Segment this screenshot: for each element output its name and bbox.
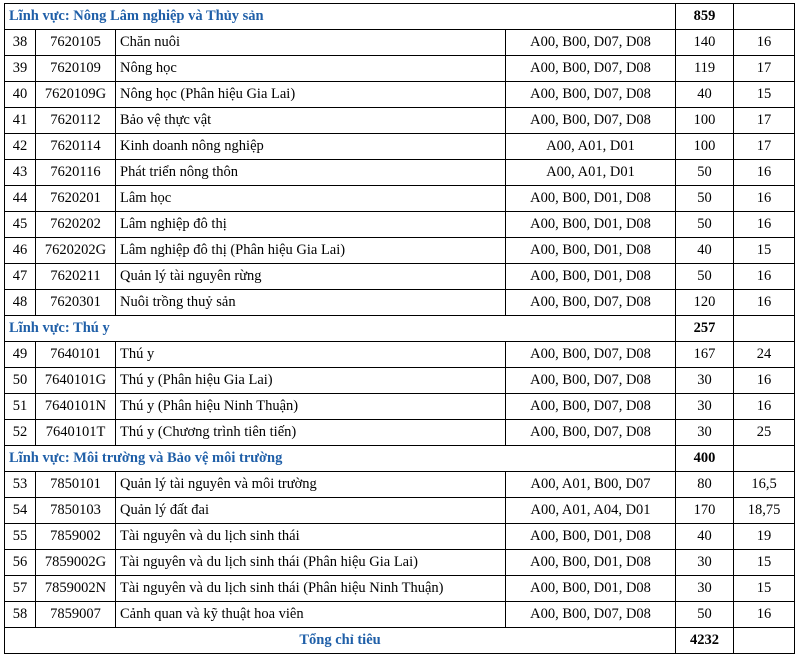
major-code: 7620202: [36, 212, 116, 238]
subject-combinations: A00, B00, D07, D08: [506, 394, 676, 420]
section-empty-cell: [734, 446, 795, 472]
subject-combinations: A00, B00, D07, D08: [506, 420, 676, 446]
table-row: [5, 368, 795, 394]
subject-combinations: A00, B00, D07, D08: [506, 82, 676, 108]
section-empty-cell: [734, 316, 795, 342]
subject-combinations: A00, B00, D07, D08: [506, 290, 676, 316]
table-row: [5, 342, 795, 368]
table-row: [5, 264, 795, 290]
row-number: 45: [5, 212, 36, 238]
benchmark-score: 18,75: [734, 498, 795, 524]
benchmark-score: 16: [734, 160, 795, 186]
row-number: 40: [5, 82, 36, 108]
section-total: 257: [676, 316, 734, 342]
benchmark-score: 16,5: [734, 472, 795, 498]
major-name: Cảnh quan và kỹ thuật hoa viên: [116, 602, 506, 628]
row-number: 56: [5, 550, 36, 576]
table-row: [5, 576, 795, 602]
major-name: Nông học: [116, 56, 506, 82]
quota: 119: [676, 56, 734, 82]
subject-combinations: A00, B00, D07, D08: [506, 602, 676, 628]
table-row: [5, 524, 795, 550]
subject-combinations: A00, B00, D01, D08: [506, 576, 676, 602]
row-number: 42: [5, 134, 36, 160]
section-title: Lĩnh vực: Nông Lâm nghiệp và Thủy sản: [5, 4, 676, 30]
grand-total-label: Tổng chỉ tiêu: [5, 628, 676, 654]
quota: 120: [676, 290, 734, 316]
subject-combinations: A00, B00, D07, D08: [506, 342, 676, 368]
benchmark-score: 16: [734, 394, 795, 420]
major-name: Lâm nghiệp đô thị (Phân hiệu Gia Lai): [116, 238, 506, 264]
quota: 100: [676, 108, 734, 134]
row-number: 54: [5, 498, 36, 524]
subject-combinations: A00, B00, D01, D08: [506, 212, 676, 238]
benchmark-score: 16: [734, 368, 795, 394]
section-total: 859: [676, 4, 734, 30]
quota: 30: [676, 394, 734, 420]
major-code: 7620211: [36, 264, 116, 290]
table-row: [5, 134, 795, 160]
major-code: 7640101G: [36, 368, 116, 394]
major-name: Phát triển nông thôn: [116, 160, 506, 186]
table-row: [5, 550, 795, 576]
subject-combinations: A00, B00, D07, D08: [506, 108, 676, 134]
grand-total-value: 4232: [676, 628, 734, 654]
major-name: Quản lý đất đai: [116, 498, 506, 524]
subject-combinations: A00, B00, D01, D08: [506, 550, 676, 576]
grand-total-row: [5, 628, 795, 654]
benchmark-score: 25: [734, 420, 795, 446]
quota: 80: [676, 472, 734, 498]
row-number: 51: [5, 394, 36, 420]
major-code: 7640101T: [36, 420, 116, 446]
major-code: 7859002: [36, 524, 116, 550]
section-title: Lĩnh vực: Môi trường và Bảo vệ môi trường: [5, 446, 676, 472]
table-row: [5, 420, 795, 446]
major-code: 7620105: [36, 30, 116, 56]
table-row: [5, 472, 795, 498]
subject-combinations: A00, B00, D07, D08: [506, 56, 676, 82]
major-name: Bảo vệ thực vật: [116, 108, 506, 134]
table-body: [5, 4, 795, 654]
quota: 170: [676, 498, 734, 524]
grand-total-empty-cell: [734, 628, 795, 654]
table-row: [5, 160, 795, 186]
benchmark-score: 15: [734, 82, 795, 108]
subject-combinations: A00, A01, D01: [506, 134, 676, 160]
benchmark-score: 17: [734, 108, 795, 134]
benchmark-score: 16: [734, 186, 795, 212]
row-number: 57: [5, 576, 36, 602]
major-code: 7620112: [36, 108, 116, 134]
major-code: 7620202G: [36, 238, 116, 264]
quota: 30: [676, 550, 734, 576]
quota: 100: [676, 134, 734, 160]
benchmark-score: 15: [734, 576, 795, 602]
major-name: Chăn nuôi: [116, 30, 506, 56]
row-number: 39: [5, 56, 36, 82]
major-code: 7620201: [36, 186, 116, 212]
subject-combinations: A00, A01, B00, D07: [506, 472, 676, 498]
major-code: 7859002N: [36, 576, 116, 602]
subject-combinations: A00, B00, D07, D08: [506, 30, 676, 56]
major-code: 7620109: [36, 56, 116, 82]
row-number: 38: [5, 30, 36, 56]
row-number: 58: [5, 602, 36, 628]
quota: 30: [676, 420, 734, 446]
table-row: [5, 498, 795, 524]
section-total: 400: [676, 446, 734, 472]
major-code: 7620109G: [36, 82, 116, 108]
quota: 50: [676, 160, 734, 186]
row-number: 48: [5, 290, 36, 316]
subject-combinations: A00, A01, D01: [506, 160, 676, 186]
table-row: [5, 56, 795, 82]
row-number: 43: [5, 160, 36, 186]
major-name: Nuôi trồng thuỷ sản: [116, 290, 506, 316]
major-name: Quản lý tài nguyên và môi trường: [116, 472, 506, 498]
quota: 40: [676, 238, 734, 264]
table-row: [5, 238, 795, 264]
major-code: 7859007: [36, 602, 116, 628]
row-number: 47: [5, 264, 36, 290]
major-code: 7640101N: [36, 394, 116, 420]
row-number: 46: [5, 238, 36, 264]
benchmark-score: 16: [734, 212, 795, 238]
table-row: [5, 212, 795, 238]
major-name: Tài nguyên và du lịch sinh thái (Phân hiệu Ninh Thuận): [116, 576, 506, 602]
benchmark-score: 19: [734, 524, 795, 550]
major-name: Thú y: [116, 342, 506, 368]
subject-combinations: A00, B00, D01, D08: [506, 524, 676, 550]
section-header-row: [5, 446, 795, 472]
row-number: 49: [5, 342, 36, 368]
section-empty-cell: [734, 4, 795, 30]
quota: 30: [676, 368, 734, 394]
row-number: 44: [5, 186, 36, 212]
subject-combinations: A00, A01, A04, D01: [506, 498, 676, 524]
row-number: 41: [5, 108, 36, 134]
major-code: 7620114: [36, 134, 116, 160]
quota: 50: [676, 186, 734, 212]
row-number: 55: [5, 524, 36, 550]
major-name: Quản lý tài nguyên rừng: [116, 264, 506, 290]
major-code: 7640101: [36, 342, 116, 368]
major-name: Nông học (Phân hiệu Gia Lai): [116, 82, 506, 108]
major-code: 7859002G: [36, 550, 116, 576]
subject-combinations: A00, B00, D07, D08: [506, 368, 676, 394]
quota: 140: [676, 30, 734, 56]
section-header-row: [5, 4, 795, 30]
admissions-table: [4, 3, 795, 654]
table-row: [5, 602, 795, 628]
section-header-row: [5, 316, 795, 342]
table-row: [5, 108, 795, 134]
table-row: [5, 394, 795, 420]
major-name: Tài nguyên và du lịch sinh thái (Phân hiệu Gia Lai): [116, 550, 506, 576]
benchmark-score: 16: [734, 30, 795, 56]
quota: 50: [676, 264, 734, 290]
major-name: Lâm học: [116, 186, 506, 212]
major-code: 7620301: [36, 290, 116, 316]
benchmark-score: 16: [734, 264, 795, 290]
major-name: Kinh doanh nông nghiệp: [116, 134, 506, 160]
subject-combinations: A00, B00, D01, D08: [506, 186, 676, 212]
benchmark-score: 24: [734, 342, 795, 368]
section-title: Lĩnh vực: Thú y: [5, 316, 676, 342]
table-row: [5, 82, 795, 108]
major-code: 7850103: [36, 498, 116, 524]
benchmark-score: 15: [734, 238, 795, 264]
row-number: 53: [5, 472, 36, 498]
major-name: Thú y (Chương trình tiên tiến): [116, 420, 506, 446]
quota: 30: [676, 576, 734, 602]
row-number: 52: [5, 420, 36, 446]
table-row: [5, 290, 795, 316]
quota: 50: [676, 212, 734, 238]
row-number: 50: [5, 368, 36, 394]
benchmark-score: 17: [734, 134, 795, 160]
table-row: [5, 186, 795, 212]
quota: 50: [676, 602, 734, 628]
major-name: Tài nguyên và du lịch sinh thái: [116, 524, 506, 550]
table-row: [5, 30, 795, 56]
major-name: Lâm nghiệp đô thị: [116, 212, 506, 238]
subject-combinations: A00, B00, D01, D08: [506, 238, 676, 264]
major-name: Thú y (Phân hiệu Gia Lai): [116, 368, 506, 394]
benchmark-score: 15: [734, 550, 795, 576]
major-name: Thú y (Phân hiệu Ninh Thuận): [116, 394, 506, 420]
benchmark-score: 16: [734, 602, 795, 628]
benchmark-score: 17: [734, 56, 795, 82]
benchmark-score: 16: [734, 290, 795, 316]
quota: 167: [676, 342, 734, 368]
major-code: 7620116: [36, 160, 116, 186]
major-code: 7850101: [36, 472, 116, 498]
quota: 40: [676, 82, 734, 108]
subject-combinations: A00, B00, D01, D08: [506, 264, 676, 290]
quota: 40: [676, 524, 734, 550]
